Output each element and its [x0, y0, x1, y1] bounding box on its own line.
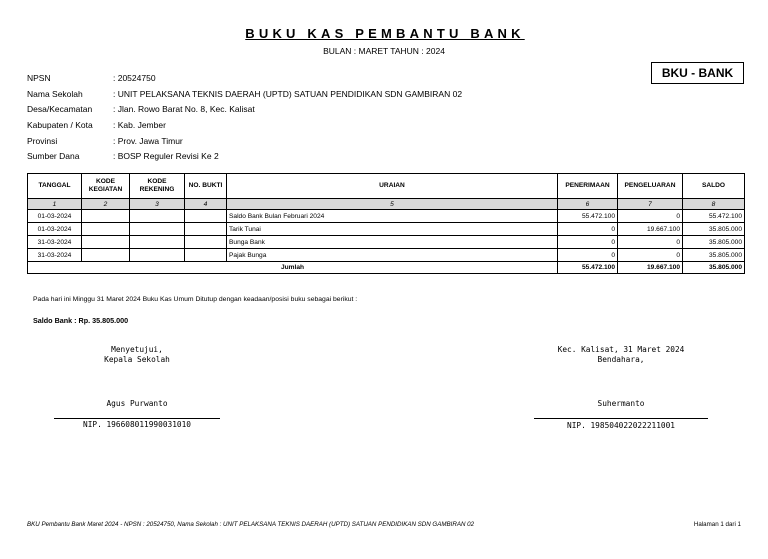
- header-saldo: SALDO: [683, 174, 745, 199]
- cell-tanggal: 31-03-2024: [28, 236, 82, 249]
- cell-penerimaan: 0: [558, 236, 618, 249]
- cell-tanggal: 01-03-2024: [28, 210, 82, 223]
- table-row: [28, 236, 745, 249]
- cell-no-bukti: [185, 236, 227, 249]
- signature-right-nip: NIP. 198504022022211001: [567, 421, 675, 430]
- cell-pengeluaran: 0: [618, 236, 683, 249]
- info-value: : Kab. Jember: [113, 119, 166, 130]
- header-text: REKENING: [139, 186, 175, 193]
- cell-pengeluaran: 19.667.100: [618, 223, 683, 236]
- header-text: KODE: [95, 178, 116, 186]
- cell-uraian: Pajak Bunga: [227, 249, 558, 262]
- info-value: : Prov. Jawa Timur: [113, 135, 183, 146]
- table-row: [28, 249, 745, 262]
- table-row: [28, 223, 745, 236]
- cell-penerimaan: 0: [558, 223, 618, 236]
- footer-page-number: Halaman 1 dari 1: [693, 521, 741, 528]
- signature-right-role: Bendahara,: [597, 355, 645, 364]
- cell-tanggal: 01-03-2024: [28, 223, 82, 236]
- cell-kode-kegiatan: [82, 236, 130, 249]
- cell-saldo: 35.805.000: [683, 236, 745, 249]
- total-penerimaan: 55.472.100: [558, 262, 618, 274]
- signature-right-place-date: Kec. Kalisat, 31 Maret 2024: [557, 345, 685, 354]
- signature-line: [534, 418, 708, 419]
- table-row: [28, 210, 745, 223]
- info-value: : 20524750: [113, 72, 156, 83]
- header-kode-rekening: [130, 174, 185, 199]
- cell-kode-rekening: [130, 249, 185, 262]
- signature-right-line: [534, 418, 708, 419]
- column-number: 2: [82, 199, 130, 210]
- cell-kode-kegiatan: [82, 210, 130, 223]
- signature-line: [54, 418, 220, 419]
- bku-bank-badge: BKU - BANK: [651, 62, 744, 84]
- cell-kode-rekening: [130, 223, 185, 236]
- info-row-provinsi: [27, 133, 462, 149]
- info-row-npsn: [27, 70, 462, 86]
- column-number-row: [28, 199, 745, 210]
- cell-pengeluaran: 0: [618, 249, 683, 262]
- total-pengeluaran: 19.667.100: [618, 262, 683, 274]
- signature-right-name: Suhermanto: [597, 399, 645, 408]
- info-value: : BOSP Reguler Revisi Ke 2: [113, 151, 219, 162]
- signature-left-role: Kepala Sekolah: [104, 355, 170, 364]
- header-tanggal: TANGGAL: [28, 174, 82, 199]
- signature-left-line: [54, 418, 220, 419]
- info-label: NPSN: [27, 72, 51, 83]
- column-number: 3: [130, 199, 185, 210]
- column-number: 7: [618, 199, 683, 210]
- footer-document-info: BKU Pembantu Bank Maret 2024 - NPSN : 20524750, Nama Sekolah : UNIT PELAKSANA TEKNIS DAERAH (UPTD) SATUAN PENDIDIKAN SDN GAMBIRAN 02: [27, 521, 475, 528]
- column-number: 5: [227, 199, 558, 210]
- cell-pengeluaran: 0: [618, 210, 683, 223]
- cell-kode-rekening: [130, 210, 185, 223]
- cell-no-bukti: [185, 249, 227, 262]
- total-label: Jumlah: [28, 262, 558, 274]
- signature-left-approval: Menyetujui,: [111, 345, 163, 354]
- info-label: Nama Sekolah: [27, 88, 83, 99]
- info-row-sumber-dana: [27, 148, 462, 164]
- header-text: KODE: [147, 178, 167, 186]
- info-label: Desa/Kecamatan: [27, 104, 93, 115]
- header-penerimaan: PENERIMAAN: [558, 174, 618, 199]
- cell-saldo: 35.805.000: [683, 223, 745, 236]
- column-number: 4: [185, 199, 227, 210]
- document-subtitle: BULAN : MARET TAHUN : 2024: [323, 46, 445, 56]
- cell-no-bukti: [185, 223, 227, 236]
- signature-left-name: Agus Purwanto: [106, 399, 168, 408]
- cell-tanggal: 31-03-2024: [28, 249, 82, 262]
- info-label: Sumber Dana: [27, 151, 80, 162]
- cell-penerimaan: 0: [558, 249, 618, 262]
- info-value: : UNIT PELAKSANA TEKNIS DAERAH (UPTD) SATUAN PENDIDIKAN SDN GAMBIRAN 02: [113, 88, 463, 99]
- header-kode-kegiatan: [82, 174, 130, 199]
- document-title: BUKU KAS PEMBANTU BANK: [245, 26, 525, 41]
- header-pengeluaran: PENGELUARAN: [618, 174, 683, 199]
- column-number: 1: [28, 199, 82, 210]
- cell-uraian: Tarik Tunai: [227, 223, 558, 236]
- info-label: Kabupaten / Kota: [27, 119, 93, 130]
- column-number: 6: [558, 199, 618, 210]
- cell-saldo: 35.805.000: [683, 249, 745, 262]
- info-row-desa-kecamatan: [27, 101, 462, 117]
- cell-uraian: Saldo Bank Bulan Februari 2024: [227, 210, 558, 223]
- cell-kode-kegiatan: [82, 223, 130, 236]
- header-uraian: URAIAN: [227, 174, 558, 199]
- info-label: Provinsi: [27, 135, 58, 146]
- cell-penerimaan: 55.472.100: [558, 210, 618, 223]
- ledger-table: [27, 173, 745, 274]
- cell-kode-kegiatan: [82, 249, 130, 262]
- school-info: [27, 70, 462, 164]
- closing-statement: Pada hari ini Minggu 31 Maret 2024 Buku Kas Umum Ditutup dengan keadaan/posisi buku sebagai berikut :: [33, 296, 358, 303]
- cell-uraian: Bunga Bank: [227, 236, 558, 249]
- header-no-bukti: NO. BUKTI: [185, 174, 227, 199]
- saldo-bank: Saldo Bank : Rp. 35.805.000: [33, 316, 129, 325]
- cell-kode-rekening: [130, 236, 185, 249]
- cell-no-bukti: [185, 210, 227, 223]
- signature-left-nip: NIP. 196608011990031010: [83, 420, 191, 429]
- info-row-kabupaten: [27, 117, 462, 133]
- total-saldo: 35.805.000: [683, 262, 745, 274]
- info-value: : Jlan. Rowo Barat No. 8, Kec. Kalisat: [113, 104, 255, 115]
- info-row-nama-sekolah: [27, 86, 462, 102]
- total-row: [28, 262, 745, 274]
- column-number: 8: [683, 199, 745, 210]
- cell-saldo: 55.472.100: [683, 210, 745, 223]
- header-text: KEGIATAN: [88, 186, 123, 193]
- table-header-row: [28, 174, 745, 199]
